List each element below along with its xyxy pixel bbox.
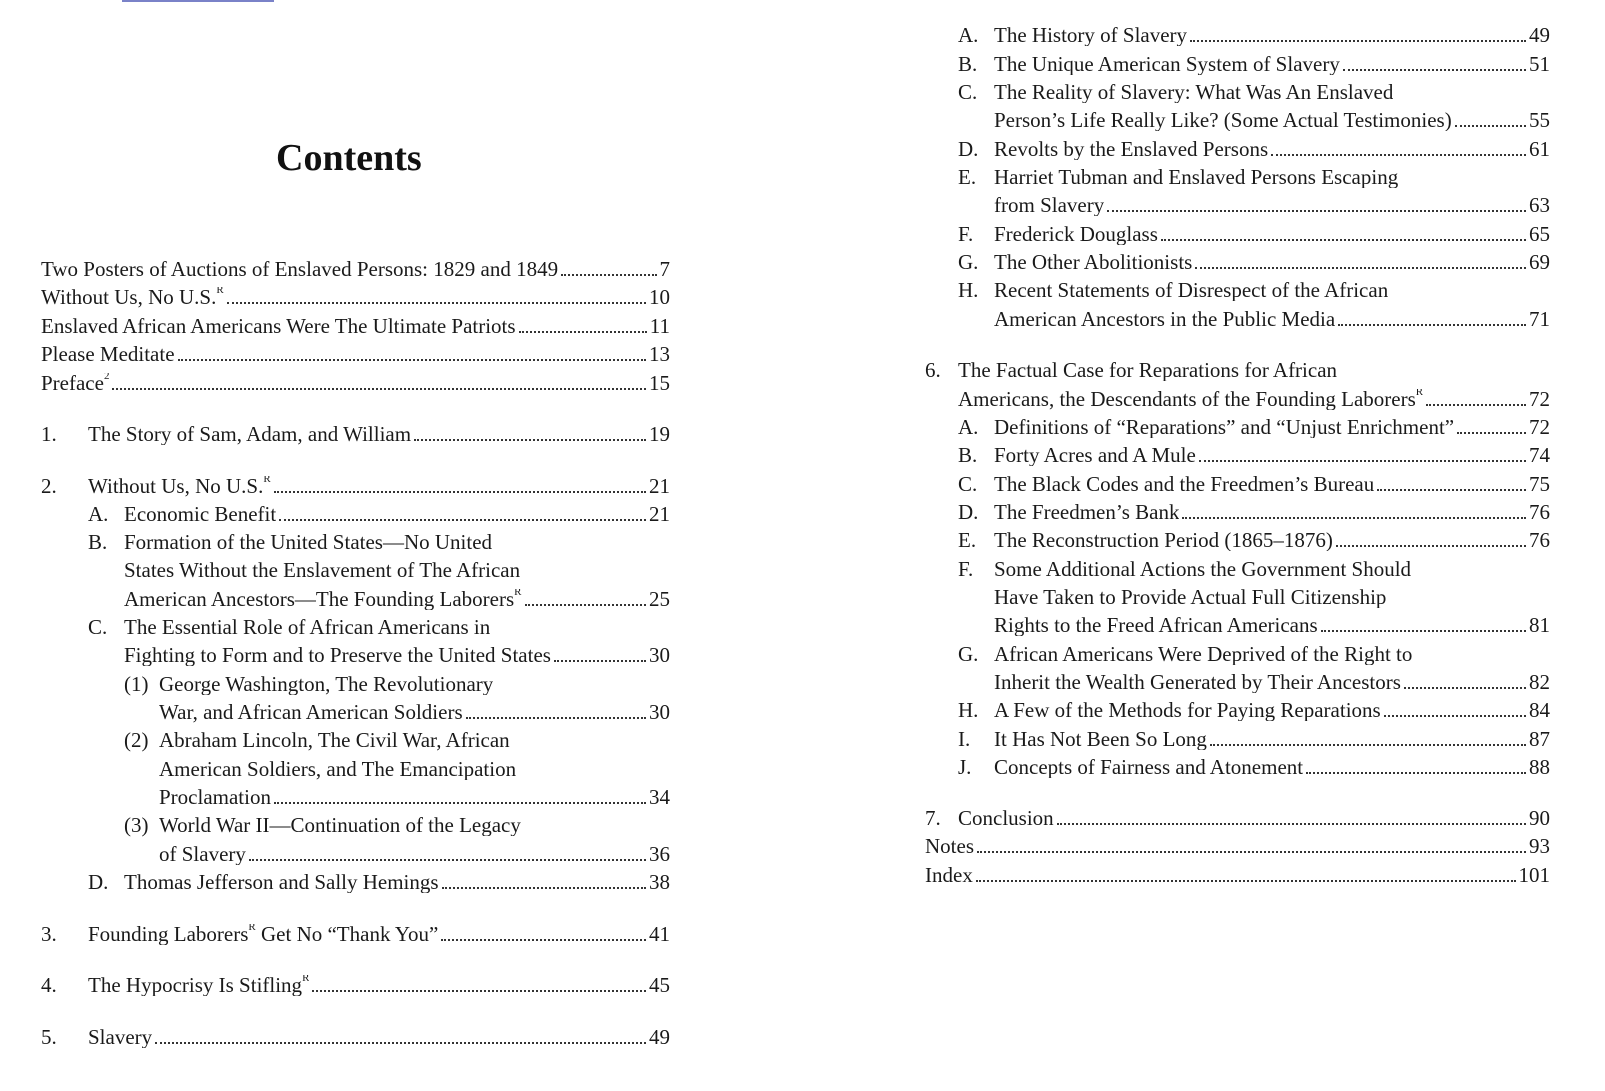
toc-title-text: Formation of the United States—No United — [124, 532, 493, 553]
dot-leader — [178, 359, 646, 361]
toc-title-text: Some Additional Actions the Government Should — [994, 559, 1412, 580]
page-number: 36 — [649, 842, 670, 866]
toc-title-text: States Without the Enslavement of The African — [124, 560, 521, 581]
page-number: 74 — [1529, 443, 1550, 467]
toc-title — [994, 615, 1318, 636]
toc-title — [994, 167, 1398, 188]
dot-leader — [1190, 40, 1526, 42]
toc-title-text: Person’s Life Really Like? (Some Actual Testimonies) — [994, 110, 1452, 131]
superscript-mark: R — [248, 924, 256, 933]
toc-title — [994, 757, 1303, 778]
toc-title-text: World War II—Continuation of the Legacy — [159, 815, 521, 836]
dot-leader — [977, 851, 1526, 853]
toc-line — [41, 750, 670, 780]
page-number: 19 — [649, 422, 670, 446]
toc-title-text: Thomas Jefferson and Sally Hemings — [124, 872, 439, 893]
toc-line — [41, 307, 670, 337]
toc-number: G. — [958, 250, 979, 274]
dot-leader — [1199, 460, 1526, 462]
toc-title-text: It Has Not Been So Long — [994, 729, 1207, 750]
toc-title-text: Slavery — [88, 1027, 153, 1048]
page-number: 82 — [1529, 670, 1550, 694]
toc-title-text: Preface — [41, 373, 104, 394]
page-number: 41 — [649, 922, 670, 946]
toc-title-text: Enslaved African Americans Were The Ultimate Patriots — [41, 316, 516, 337]
toc-line — [41, 915, 670, 945]
page-number: 10 — [649, 285, 670, 309]
dot-leader — [1195, 267, 1526, 269]
toc-title — [41, 373, 109, 394]
page-number: 72 — [1529, 415, 1550, 439]
toc-title — [994, 252, 1192, 273]
dot-leader — [1404, 687, 1526, 689]
dot-leader — [976, 880, 1516, 882]
toc-line — [41, 335, 670, 365]
toc-title-text: Harriet Tubman and Enslaved Persons Escaping — [994, 167, 1399, 188]
page-number: 7 — [659, 257, 670, 281]
toc-number: A. — [958, 415, 979, 439]
toc-title — [994, 644, 1412, 665]
toc-title-text: The Hypocrisy Is Stifling — [88, 975, 303, 996]
toc-title-text: The History of Slavery — [994, 25, 1188, 46]
toc-title-text: The Black Codes and the Freedmen’s Bureau — [994, 474, 1375, 495]
toc-line — [925, 73, 1550, 103]
toc-line — [41, 835, 670, 865]
toc-title — [124, 872, 439, 893]
superscript-mark: R — [216, 287, 224, 296]
toc-title — [159, 674, 493, 695]
toc-title — [994, 559, 1411, 580]
toc-right-column — [925, 0, 1550, 1091]
toc-number: D. — [958, 137, 979, 161]
toc-title-text: Two Posters of Auctions of Enslaved Persons: 1829 and 1849 — [41, 259, 559, 280]
toc-line — [925, 300, 1550, 330]
toc-number: I. — [958, 727, 971, 751]
toc-line — [41, 608, 670, 638]
dot-leader — [414, 439, 646, 441]
toc-title — [994, 417, 1454, 438]
dot-leader — [1343, 69, 1526, 71]
toc-title — [124, 560, 520, 581]
toc-title — [124, 532, 492, 553]
page-number: 34 — [649, 785, 670, 809]
toc-title — [994, 587, 1386, 608]
toc-title — [159, 730, 510, 751]
page-number: 30 — [649, 700, 670, 724]
toc-title — [994, 82, 1393, 103]
toc-number: 4. — [41, 973, 57, 997]
toc-number: 6. — [925, 358, 941, 382]
page-number: 93 — [1529, 834, 1550, 858]
page-title: Contents — [276, 137, 422, 179]
dot-leader — [561, 274, 656, 276]
toc-line — [925, 380, 1550, 410]
toc-title-text: Recent Statements of Disrespect of the African — [994, 280, 1389, 301]
superscript-mark: R — [514, 589, 522, 598]
toc-line — [41, 250, 670, 280]
toc-title — [994, 700, 1381, 721]
toc-title-text: The Other Abolitionists — [994, 252, 1193, 273]
toc-title — [994, 280, 1388, 301]
page-number: 90 — [1529, 806, 1550, 830]
toc-title — [994, 530, 1333, 551]
toc-line — [925, 691, 1550, 721]
toc-line — [925, 799, 1550, 829]
dot-leader — [1306, 772, 1526, 774]
toc-number: 1. — [41, 422, 57, 446]
toc-title-text: Frederick Douglass — [994, 224, 1158, 245]
toc-number: (2) — [124, 728, 149, 752]
page-number: 13 — [649, 342, 670, 366]
toc-title — [958, 360, 1337, 381]
page-number: 76 — [1529, 500, 1550, 524]
toc-title — [159, 759, 516, 780]
toc-line — [925, 45, 1550, 75]
toc-title-text: Founding Laborers — [88, 924, 249, 945]
toc-title-text: War, and African American Soldiers — [159, 702, 463, 723]
page-number: 81 — [1529, 613, 1550, 637]
toc-title — [124, 589, 522, 610]
toc-title-text: Abraham Lincoln, The Civil War, African — [159, 730, 510, 751]
dot-leader — [1384, 715, 1526, 717]
toc-number: E. — [958, 165, 977, 189]
toc-number: 2. — [41, 474, 57, 498]
toc-title-text: The Story of Sam, Adam, and William — [88, 424, 412, 445]
dot-leader — [1057, 823, 1526, 825]
toc-line — [925, 215, 1550, 245]
toc-title-text: Forty Acres and A Mule — [994, 445, 1196, 466]
toc-title — [994, 474, 1374, 495]
dot-leader — [312, 990, 646, 992]
toc-title-text: Without Us, No U.S. — [41, 287, 217, 308]
toc-number: H. — [958, 698, 979, 722]
dot-leader — [249, 859, 646, 861]
toc-title — [994, 729, 1207, 750]
toc-number: H. — [958, 278, 979, 302]
toc-number: C. — [958, 80, 978, 104]
toc-number: 7. — [925, 806, 941, 830]
page-number: 51 — [1529, 52, 1550, 76]
toc-line — [41, 364, 670, 394]
toc-title — [124, 504, 276, 525]
dot-leader — [1336, 545, 1526, 547]
toc-line — [925, 271, 1550, 301]
toc-line — [41, 863, 670, 893]
toc-title-text: Proclamation — [159, 787, 271, 808]
dot-leader — [519, 331, 647, 333]
toc-title-text: Economic Benefit — [124, 504, 277, 525]
toc-title — [41, 316, 516, 337]
toc-title-text: American Soldiers, and The Emancipation — [159, 759, 517, 780]
toc-left-column — [41, 0, 670, 1091]
toc-title — [159, 787, 271, 808]
toc-number: A. — [958, 23, 979, 47]
toc-title-text: The Essential Role of African Americans in — [124, 617, 491, 638]
toc-title-text: American Ancestors—The Founding Laborers — [124, 589, 515, 610]
toc-line — [41, 1018, 670, 1048]
page-number: 63 — [1529, 193, 1550, 217]
toc-title — [88, 476, 271, 497]
toc-number: 3. — [41, 922, 57, 946]
toc-line — [925, 351, 1550, 381]
toc-number: (1) — [124, 672, 149, 696]
dot-leader — [1338, 324, 1526, 326]
page-number: 11 — [649, 314, 670, 338]
toc-title — [159, 844, 246, 865]
toc-number: D. — [958, 500, 979, 524]
toc-title — [124, 645, 551, 666]
toc-line — [925, 856, 1550, 886]
page-number: 25 — [649, 587, 670, 611]
toc-number: C. — [958, 472, 978, 496]
toc-line — [925, 186, 1550, 216]
toc-title-text: Index — [925, 865, 973, 886]
toc-line — [41, 778, 670, 808]
toc-title — [88, 424, 411, 445]
toc-title — [925, 865, 973, 886]
toc-title — [994, 445, 1196, 466]
toc-line — [41, 495, 670, 525]
toc-line — [41, 523, 670, 553]
dot-leader — [1271, 154, 1526, 156]
toc-title — [994, 110, 1452, 131]
page-number: 49 — [649, 1025, 670, 1049]
toc-title-tail: Get No “Thank You” — [255, 924, 439, 945]
toc-line — [925, 578, 1550, 608]
toc-number: F. — [958, 222, 974, 246]
toc-title-text: George Washington, The Revolutionary — [159, 674, 494, 695]
dot-leader — [279, 519, 646, 521]
toc-line — [925, 16, 1550, 46]
toc-line — [925, 720, 1550, 750]
toc-title — [958, 389, 1423, 410]
dot-leader — [1455, 125, 1526, 127]
superscript-mark: R — [302, 975, 310, 984]
page-number: 21 — [649, 502, 670, 526]
toc-title — [41, 287, 224, 308]
toc-line — [925, 550, 1550, 580]
page-number: 84 — [1529, 698, 1550, 722]
toc-title-text: from Slavery — [994, 195, 1105, 216]
toc-number: C. — [88, 615, 108, 639]
toc-title-text: African Americans Were Deprived of the Right to — [994, 644, 1413, 665]
toc-line — [925, 748, 1550, 778]
dot-leader — [442, 887, 646, 889]
toc-title-text: Inherit the Wealth Generated by Their Ancestors — [994, 672, 1401, 693]
dot-leader — [554, 660, 646, 662]
toc-line — [925, 521, 1550, 551]
dot-leader — [1210, 744, 1526, 746]
toc-line — [41, 665, 670, 695]
toc-line — [925, 493, 1550, 523]
toc-title-text: Notes — [925, 836, 974, 857]
toc-title-text: Have Taken to Provide Actual Full Citizenship — [994, 587, 1387, 608]
page-number: 76 — [1529, 528, 1550, 552]
toc-title-text: Concepts of Fairness and Atonement — [994, 757, 1304, 778]
toc-title-text: Please Meditate — [41, 344, 175, 365]
superscript-mark: R — [263, 476, 271, 485]
toc-number: G. — [958, 642, 979, 666]
dot-leader — [155, 1042, 646, 1044]
dot-leader — [227, 302, 646, 304]
toc-line — [925, 408, 1550, 438]
toc-title-text: Definitions of “Reparations” and “Unjust Enrichment” — [994, 417, 1455, 438]
toc-title-text: The Freedmen’s Bank — [994, 502, 1180, 523]
dot-leader — [112, 388, 646, 390]
toc-title-text: The Factual Case for Reparations for African — [958, 360, 1338, 381]
toc-title — [88, 975, 309, 996]
dot-leader — [525, 604, 647, 606]
toc-line — [41, 467, 670, 497]
page-number: 72 — [1529, 387, 1550, 411]
toc-title-text: A Few of the Methods for Paying Reparations — [994, 700, 1381, 721]
toc-line — [41, 693, 670, 723]
superscript-mark: 2 — [103, 373, 110, 382]
toc-title — [159, 702, 463, 723]
toc-title-text: Revolts by the Enslaved Persons — [994, 139, 1269, 160]
toc-number: B. — [958, 52, 978, 76]
toc-line — [925, 663, 1550, 693]
toc-title — [994, 25, 1187, 46]
toc-line — [925, 465, 1550, 495]
toc-number: 5. — [41, 1025, 57, 1049]
toc-title — [88, 1027, 152, 1048]
dot-leader — [274, 802, 646, 804]
dot-leader — [1321, 630, 1526, 632]
toc-line — [41, 278, 670, 308]
toc-title — [994, 502, 1179, 523]
toc-title — [41, 344, 175, 365]
toc-line — [41, 721, 670, 751]
toc-line — [925, 436, 1550, 466]
toc-title-text: American Ancestors in the Public Media — [994, 309, 1336, 330]
dot-leader — [466, 717, 646, 719]
toc-line — [41, 806, 670, 836]
toc-title-text: The Reality of Slavery: What Was An Enslaved — [994, 82, 1394, 103]
toc-title — [925, 836, 974, 857]
dot-leader — [274, 491, 646, 493]
toc-title-text: Rights to the Freed African Americans — [994, 615, 1318, 636]
toc-line — [925, 101, 1550, 131]
toc-number: E. — [958, 528, 977, 552]
toc-number: F. — [958, 557, 974, 581]
toc-line — [925, 158, 1550, 188]
toc-line — [41, 415, 670, 445]
toc-line — [925, 827, 1550, 857]
toc-line — [925, 606, 1550, 636]
toc-number: J. — [958, 755, 972, 779]
toc-line — [41, 636, 670, 666]
page-number: 55 — [1529, 108, 1550, 132]
toc-title — [994, 54, 1340, 75]
page-number: 45 — [649, 973, 670, 997]
dot-leader — [1377, 489, 1526, 491]
toc-title — [994, 309, 1335, 330]
toc-title-text: Conclusion — [958, 808, 1054, 829]
toc-title — [994, 224, 1158, 245]
page-number: 101 — [1518, 863, 1550, 887]
dot-leader — [1182, 517, 1526, 519]
toc-line — [925, 243, 1550, 273]
toc-line — [925, 130, 1550, 160]
toc-title-text: Without Us, No U.S. — [88, 476, 264, 497]
toc-title-text: of Slavery — [159, 844, 246, 865]
toc-title-text: The Unique American System of Slavery — [994, 54, 1340, 75]
dot-leader — [1107, 210, 1526, 212]
toc-title — [994, 139, 1268, 160]
page-number: 15 — [649, 371, 670, 395]
page-number: 30 — [649, 643, 670, 667]
toc-line — [41, 551, 670, 581]
toc-title-text: Fighting to Form and to Preserve the United States — [124, 645, 551, 666]
dot-leader — [1161, 239, 1526, 241]
toc-title — [994, 672, 1401, 693]
toc-title — [958, 808, 1054, 829]
toc-title — [88, 924, 438, 945]
superscript-mark: R — [1415, 389, 1424, 398]
toc-line — [925, 635, 1550, 665]
toc-line — [41, 580, 670, 610]
page-number: 71 — [1529, 307, 1550, 331]
toc-title — [159, 815, 521, 836]
dot-leader — [441, 939, 646, 941]
toc-title — [994, 195, 1104, 216]
toc-title-text: The Reconstruction Period (1865–1876) — [994, 530, 1333, 551]
dot-leader — [1426, 404, 1526, 406]
page-number: 65 — [1529, 222, 1550, 246]
page-number: 61 — [1529, 137, 1550, 161]
dot-leader — [1457, 432, 1526, 434]
page-number: 49 — [1529, 23, 1550, 47]
toc-number: D. — [88, 870, 109, 894]
toc-number: B. — [958, 443, 978, 467]
toc-number: A. — [88, 502, 109, 526]
toc-title — [41, 259, 558, 280]
page-number: 88 — [1529, 755, 1550, 779]
toc-title-text: Americans, the Descendants of the Founding Laborers — [958, 389, 1416, 410]
toc-title — [124, 617, 490, 638]
toc-number: B. — [88, 530, 108, 554]
toc-line — [41, 966, 670, 996]
page-number: 38 — [649, 870, 670, 894]
page-number: 87 — [1529, 727, 1550, 751]
toc-number: (3) — [124, 813, 149, 837]
page-number: 21 — [649, 474, 670, 498]
page-number: 69 — [1529, 250, 1550, 274]
page-number: 75 — [1529, 472, 1550, 496]
